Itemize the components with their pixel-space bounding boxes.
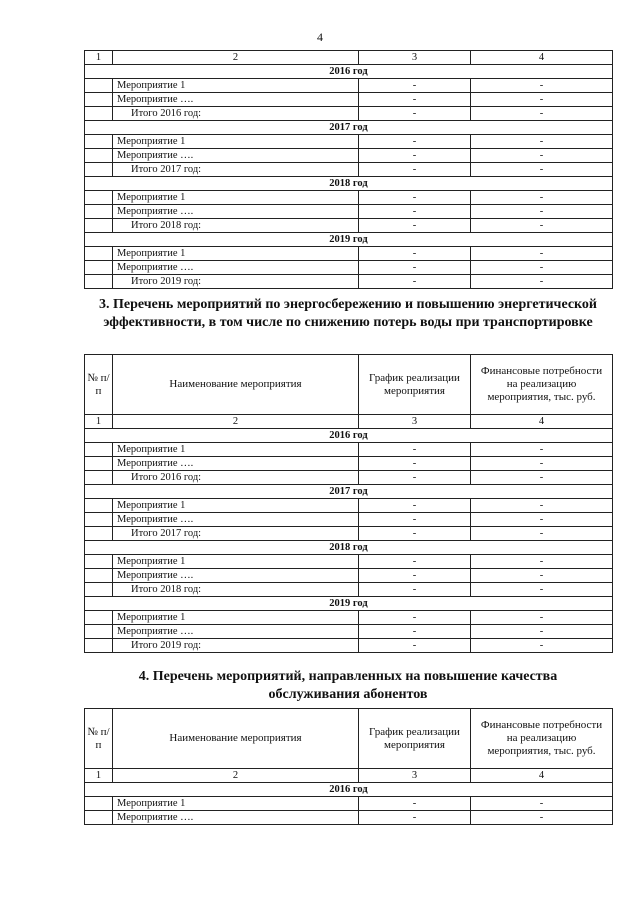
year-row xyxy=(85,485,613,499)
column-number-row xyxy=(85,51,613,65)
item-name: Мероприятие 1 xyxy=(113,443,359,457)
schedule-cell: - xyxy=(359,513,471,527)
finance-cell: - xyxy=(471,443,613,457)
item-name: Мероприятие …. xyxy=(113,261,359,275)
header-finance: Финансовые потребности на реализацию мероприятия, тыс. руб. xyxy=(471,709,613,769)
schedule-cell: - xyxy=(359,583,471,597)
col-number: 2 xyxy=(113,51,359,65)
year-row xyxy=(85,233,613,247)
finance-cell: - xyxy=(471,583,613,597)
item-name: Мероприятие 1 xyxy=(113,499,359,513)
year-row xyxy=(85,65,613,79)
year-row xyxy=(85,177,613,191)
year-heading: 2017 год xyxy=(85,121,613,135)
item-name: Мероприятие 1 xyxy=(113,797,359,811)
total-label: Итого 2016 год: xyxy=(113,471,359,485)
finance-cell: - xyxy=(471,191,613,205)
year-heading: 2019 год xyxy=(85,233,613,247)
col-number: 1 xyxy=(85,415,113,429)
col-number: 4 xyxy=(471,51,613,65)
schedule-cell: - xyxy=(359,135,471,149)
section-3-title: 3. Перечень мероприятий по энергосбережению и повышению энергетической эффективности, в том числе по снижению потерь воды при транспортировке xyxy=(98,297,598,330)
total-label: Итого 2019 год: xyxy=(113,275,359,289)
total-row xyxy=(85,275,613,289)
finance-cell: - xyxy=(471,499,613,513)
total-label: Итого 2018 год: xyxy=(113,219,359,233)
schedule-cell: - xyxy=(359,797,471,811)
page-number: 4 xyxy=(317,30,323,44)
item-name: Мероприятие 1 xyxy=(113,555,359,569)
column-number-row xyxy=(85,769,613,783)
section-4-title: 4. Перечень мероприятий, направленных на повышение качества обслуживания абонентов xyxy=(138,669,558,702)
year-row xyxy=(85,429,613,443)
total-row xyxy=(85,639,613,653)
schedule-cell: - xyxy=(359,163,471,177)
schedule-cell: - xyxy=(359,93,471,107)
finance-cell: - xyxy=(471,275,613,289)
year-heading: 2017 год xyxy=(85,485,613,499)
finance-cell: - xyxy=(471,79,613,93)
schedule-cell: - xyxy=(359,639,471,653)
year-heading: 2016 год xyxy=(85,783,613,797)
table-row xyxy=(85,499,613,513)
item-name: Мероприятие …. xyxy=(113,205,359,219)
schedule-cell: - xyxy=(359,219,471,233)
item-name: Мероприятие …. xyxy=(113,569,359,583)
finance-cell: - xyxy=(471,569,613,583)
total-row xyxy=(85,471,613,485)
item-name: Мероприятие …. xyxy=(113,149,359,163)
schedule-cell: - xyxy=(359,261,471,275)
col-number: 2 xyxy=(113,769,359,783)
header-schedule: График реализации мероприятия xyxy=(359,709,471,769)
schedule-cell: - xyxy=(359,499,471,513)
finance-cell: - xyxy=(471,797,613,811)
finance-cell: - xyxy=(471,247,613,261)
year-row xyxy=(85,541,613,555)
column-number-row xyxy=(85,415,613,429)
schedule-cell: - xyxy=(359,527,471,541)
table-row xyxy=(85,93,613,107)
table-row xyxy=(85,569,613,583)
total-label: Итого 2018 год: xyxy=(113,583,359,597)
schedule-cell: - xyxy=(359,275,471,289)
schedule-cell: - xyxy=(359,149,471,163)
total-row xyxy=(85,163,613,177)
table-row xyxy=(85,79,613,93)
finance-cell: - xyxy=(471,527,613,541)
schedule-cell: - xyxy=(359,555,471,569)
col-number: 4 xyxy=(471,415,613,429)
item-name: Мероприятие 1 xyxy=(113,611,359,625)
total-row xyxy=(85,219,613,233)
schedule-cell: - xyxy=(359,611,471,625)
col-number: 4 xyxy=(471,769,613,783)
col-number: 1 xyxy=(85,51,113,65)
year-row xyxy=(85,783,613,797)
item-name: Мероприятие 1 xyxy=(113,247,359,261)
finance-cell: - xyxy=(471,639,613,653)
schedule-cell: - xyxy=(359,79,471,93)
finance-cell: - xyxy=(471,513,613,527)
table-row xyxy=(85,457,613,471)
schedule-cell: - xyxy=(359,107,471,121)
table-row xyxy=(85,149,613,163)
col-number: 3 xyxy=(359,415,471,429)
table-row xyxy=(85,513,613,527)
item-name: Мероприятие …. xyxy=(113,457,359,471)
item-name: Мероприятие 1 xyxy=(113,79,359,93)
table-row xyxy=(85,443,613,457)
total-row xyxy=(85,583,613,597)
total-row xyxy=(85,527,613,541)
year-heading: 2016 год xyxy=(85,429,613,443)
table-row xyxy=(85,205,613,219)
header-finance: Финансовые потребности на реализацию мероприятия, тыс. руб. xyxy=(471,355,613,415)
schedule-cell: - xyxy=(359,247,471,261)
schedule-cell: - xyxy=(359,205,471,219)
finance-cell: - xyxy=(471,811,613,825)
header-num: № п/п xyxy=(85,355,113,415)
finance-cell: - xyxy=(471,261,613,275)
year-row xyxy=(85,597,613,611)
col-number: 3 xyxy=(359,769,471,783)
table-row xyxy=(85,811,613,825)
finance-cell: - xyxy=(471,625,613,639)
finance-cell: - xyxy=(471,93,613,107)
table-row xyxy=(85,135,613,149)
year-heading: 2019 год xyxy=(85,597,613,611)
total-label: Итого 2017 год: xyxy=(113,163,359,177)
total-label: Итого 2019 год: xyxy=(113,639,359,653)
total-label: Итого 2017 год: xyxy=(113,527,359,541)
finance-cell: - xyxy=(471,555,613,569)
schedule-cell: - xyxy=(359,471,471,485)
table-row xyxy=(85,797,613,811)
header-name: Наименование мероприятия xyxy=(113,355,359,415)
finance-cell: - xyxy=(471,611,613,625)
finance-cell: - xyxy=(471,219,613,233)
item-name: Мероприятие …. xyxy=(113,811,359,825)
finance-cell: - xyxy=(471,471,613,485)
finance-cell: - xyxy=(471,135,613,149)
table-row xyxy=(85,611,613,625)
schedule-cell: - xyxy=(359,625,471,639)
finance-cell: - xyxy=(471,457,613,471)
item-name: Мероприятие …. xyxy=(113,93,359,107)
table-header-row xyxy=(85,355,613,415)
finance-cell: - xyxy=(471,107,613,121)
table-row xyxy=(85,191,613,205)
col-number: 1 xyxy=(85,769,113,783)
item-name: Мероприятие …. xyxy=(113,625,359,639)
finance-cell: - xyxy=(471,163,613,177)
finance-cell: - xyxy=(471,205,613,219)
header-num: № п/п xyxy=(85,709,113,769)
schedule-cell: - xyxy=(359,443,471,457)
header-schedule: График реализации мероприятия xyxy=(359,355,471,415)
schedule-cell: - xyxy=(359,457,471,471)
finance-cell: - xyxy=(471,149,613,163)
table-row xyxy=(85,247,613,261)
total-row xyxy=(85,107,613,121)
year-heading: 2018 год xyxy=(85,541,613,555)
schedule-cell: - xyxy=(359,569,471,583)
year-heading: 2016 год xyxy=(85,65,613,79)
year-heading: 2018 год xyxy=(85,177,613,191)
table-header-row xyxy=(85,709,613,769)
schedule-cell: - xyxy=(359,191,471,205)
table-row xyxy=(85,625,613,639)
item-name: Мероприятие 1 xyxy=(113,135,359,149)
table-section-3 xyxy=(84,354,613,653)
total-label: Итого 2016 год: xyxy=(113,107,359,121)
year-row xyxy=(85,121,613,135)
header-name: Наименование мероприятия xyxy=(113,709,359,769)
table-section-4 xyxy=(84,708,613,825)
table-continuation xyxy=(84,50,613,289)
item-name: Мероприятие …. xyxy=(113,513,359,527)
col-number: 3 xyxy=(359,51,471,65)
table-row xyxy=(85,555,613,569)
schedule-cell: - xyxy=(359,811,471,825)
table-row xyxy=(85,261,613,275)
col-number: 2 xyxy=(113,415,359,429)
item-name: Мероприятие 1 xyxy=(113,191,359,205)
